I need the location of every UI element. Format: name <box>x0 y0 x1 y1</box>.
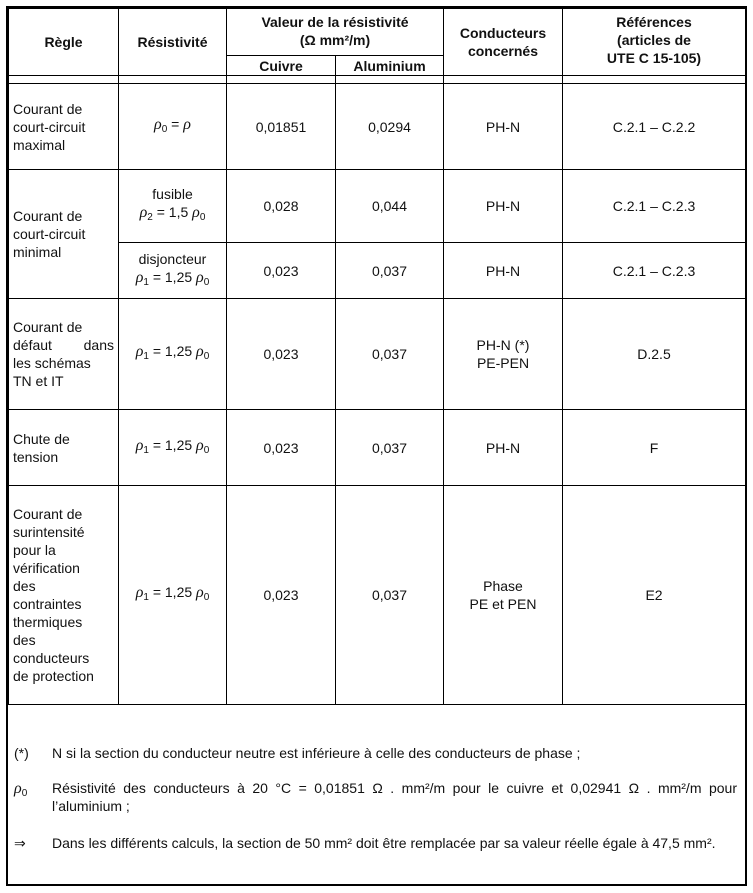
resistivite-cell <box>119 410 227 486</box>
cuivre-cell: 0,023 <box>227 243 336 299</box>
header-references: Références (articles de UTE C 15-105) <box>563 9 746 76</box>
conducteurs-cell: PH-N (*) PE-PEN <box>444 299 563 410</box>
note-text: Résistivité des conducteurs à 20 °C = 0,01851 Ω . mm²/m pour le cuivre et 0,02941 Ω . mm²/m pour l’aluminium ; <box>52 780 737 814</box>
cuivre-cell: 0,028 <box>227 170 336 243</box>
cuivre-cell: 0,01851 <box>227 84 336 170</box>
cuivre-cell: 0,023 <box>227 486 336 705</box>
resistivite-formula: $\rho_0 = \rho$ <box>154 115 191 135</box>
conducteurs-cell: Phase PE et PEN <box>444 486 563 705</box>
header-aluminium: Aluminium <box>336 56 444 76</box>
references-cell: C.2.1 – C.2.3 <box>563 170 746 243</box>
resistivite-formula: $\rho_1 = 1,25$ $\rho_0$ <box>135 584 210 603</box>
note-text: Dans les différents calculs, la section de 50 mm² doit être remplacée par sa valeur réelle égale à 47,5 mm². <box>52 835 716 851</box>
table-row <box>9 84 746 170</box>
header-resistivite: Résistivité <box>119 9 227 76</box>
note-item <box>14 834 737 852</box>
table-row <box>9 410 746 486</box>
conducteurs-cell: PH-N <box>444 170 563 243</box>
header-valeur: Valeur de la résistivité (Ω mm²/m) <box>227 9 444 56</box>
conducteurs-cell: PH-N <box>444 84 563 170</box>
note-mark: $\rho_0$ <box>14 780 28 799</box>
resistivite-cell <box>119 299 227 410</box>
references-cell: D.2.5 <box>563 299 746 410</box>
note-item <box>14 779 737 815</box>
resistivite-formula: $\rho_1 = 1,25$ $\rho_0$ <box>135 436 210 456</box>
aluminium-cell: 0,037 <box>336 299 444 410</box>
resistivite-cell: disjoncteur $\rho_1 = 1,25$ $\rho_0$ <box>119 243 227 299</box>
arrow-icon: ⇒ <box>14 835 26 851</box>
header-row <box>9 9 746 56</box>
conducteurs-cell: PH-N <box>444 410 563 486</box>
note-mark: (*) <box>14 745 29 761</box>
aluminium-cell: 0,044 <box>336 170 444 243</box>
resistivity-document <box>6 6 747 886</box>
aluminium-cell: 0,037 <box>336 486 444 705</box>
conducteurs-cell: PH-N <box>444 243 563 299</box>
note-item <box>14 744 737 762</box>
table-row <box>9 486 746 705</box>
cuivre-cell: 0,023 <box>227 299 336 410</box>
aluminium-cell: 0,037 <box>336 243 444 299</box>
note-text: N si la section du conducteur neutre est inférieure à celle des conducteurs de phase ; <box>52 745 581 761</box>
aluminium-cell: 0,0294 <box>336 84 444 170</box>
resistivity-table <box>8 8 746 705</box>
resistivite-formula: $\rho_1 = 1,25$ $\rho_0$ <box>135 268 210 288</box>
references-cell: C.2.1 – C.2.2 <box>563 84 746 170</box>
resistivite-formula: $\rho_1 = 1,25$ $\rho_0$ <box>135 343 210 362</box>
references-cell: E2 <box>563 486 746 705</box>
regle-cell: Courant de court-circuit minimal <box>9 170 119 299</box>
regle-cell: Chute de tension <box>9 410 119 486</box>
header-conducteurs: Conducteurs concernés <box>444 9 563 76</box>
table-row <box>9 170 746 243</box>
regle-cell: Courant de court-circuit maximal <box>9 84 119 170</box>
resistivite-cell <box>119 84 227 170</box>
resistivite-formula: $\rho_2 = 1,5$ $\rho_0$ <box>139 204 206 223</box>
table-row <box>9 299 746 410</box>
resistivite-cell <box>119 486 227 705</box>
cuivre-cell: 0,023 <box>227 410 336 486</box>
header-cuivre: Cuivre <box>227 56 336 76</box>
references-cell: C.2.1 – C.2.3 <box>563 243 746 299</box>
resistivite-cell: fusible $\rho_2 = 1,5$ $\rho_0$ <box>119 170 227 243</box>
references-cell: F <box>563 410 746 486</box>
aluminium-cell: 0,037 <box>336 410 444 486</box>
spacer-row <box>9 76 746 84</box>
regle-cell: Courant de défaut dans les schémas TN et IT <box>9 299 119 410</box>
header-regle: Règle <box>9 9 119 76</box>
table-row <box>9 243 746 299</box>
regle-cell: Courant de surintensité pour la vérification des contraintes thermiques des conducteurs de protection <box>9 486 119 705</box>
